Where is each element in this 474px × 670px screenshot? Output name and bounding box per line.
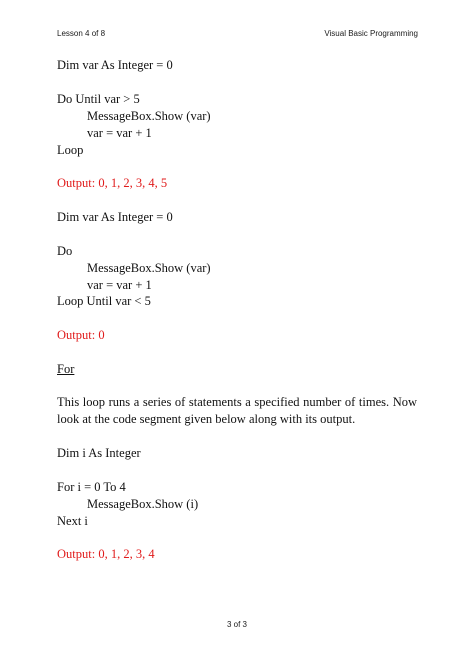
code-line-declaration: Dim var As Integer = 0 (57, 58, 173, 72)
output-line: Output: 0, 1, 2, 3, 4, 5 (57, 176, 168, 190)
output-line: Output: 0 (57, 328, 105, 342)
header-course-title: Visual Basic Programming (324, 29, 418, 38)
section-description: This loop runs a series of statements a specified number of times. Now look at the code segment given below along with its output. (57, 395, 417, 426)
code-line-do-until: Do Until var > 5 (57, 92, 140, 106)
page-number: 3 of 3 (226, 620, 247, 629)
output-line: Output: 0, 1, 2, 3, 4 (57, 547, 155, 561)
code-line-increment: var = var + 1 (87, 278, 152, 292)
code-line-messagebox: MessageBox.Show (i) (87, 497, 199, 511)
code-line-do: Do (57, 244, 73, 258)
code-line-messagebox: MessageBox.Show (var) (87, 109, 211, 123)
code-line-loop: Loop (57, 143, 84, 157)
section-heading-for: For (57, 362, 75, 376)
code-line-increment: var = var + 1 (87, 126, 152, 140)
code-line-messagebox: MessageBox.Show (var) (87, 261, 211, 275)
code-line-declaration: Dim i As Integer (57, 446, 141, 460)
code-line-for: For i = 0 To 4 (57, 480, 126, 494)
code-line-declaration: Dim var As Integer = 0 (57, 210, 173, 224)
code-line-next: Next i (57, 514, 88, 528)
header-lesson-label: Lesson 4 of 8 (57, 29, 106, 38)
code-line-loop-until: Loop Until var < 5 (57, 294, 151, 308)
